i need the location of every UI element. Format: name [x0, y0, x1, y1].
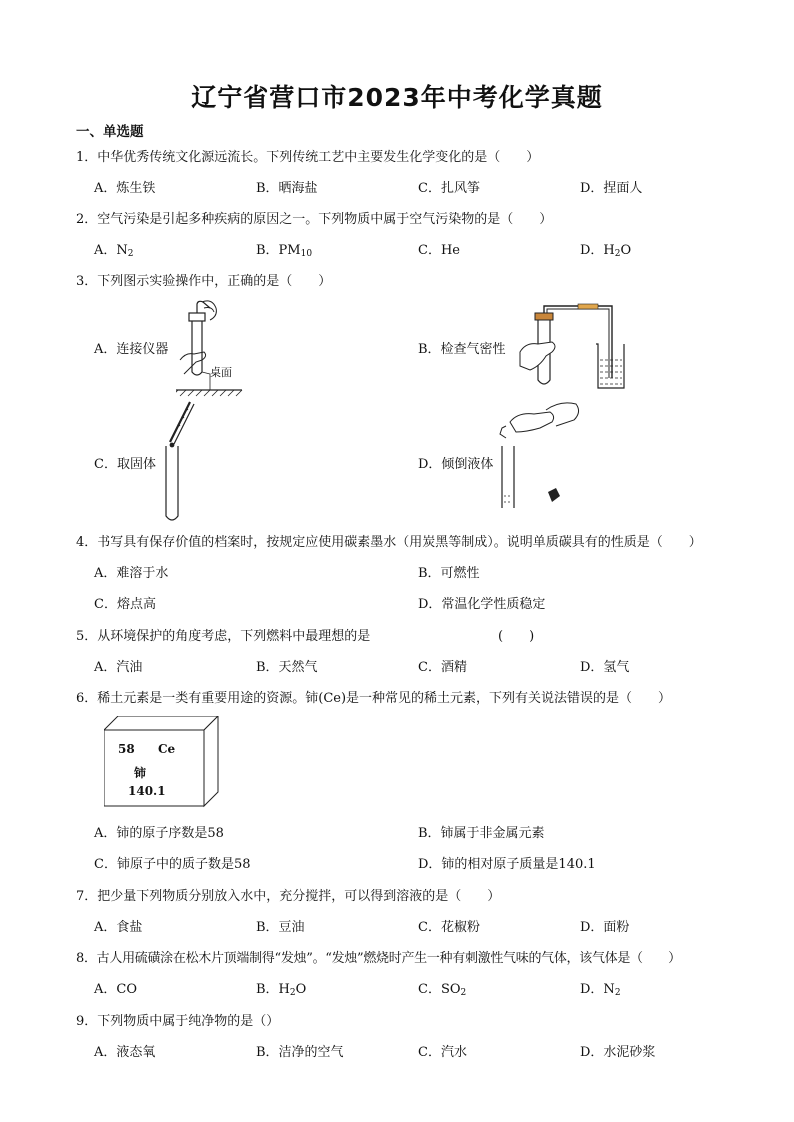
- q4-option-a: A．难溶于水: [94, 566, 169, 581]
- q9-option-d: D．水泥砂浆: [580, 1045, 656, 1060]
- q2-option-d: D．$H_2O$: [580, 243, 632, 259]
- figure-take-solid: [160, 400, 200, 524]
- question-2-stem: 2．空气污染是引起多种疾病的原因之一。下列物质中属于空气污染物的是（ ）: [76, 212, 553, 227]
- q8-option-c: C．$SO_2$: [418, 982, 467, 998]
- q8-option-b: B．$H_2O$: [256, 982, 307, 998]
- q8-option-a: A．CO: [94, 982, 137, 997]
- q6-option-c: C．铈原子中的质子数是58: [94, 857, 251, 872]
- q7-option-b: B．豆油: [256, 920, 305, 935]
- figure-air-tightness: [516, 300, 626, 392]
- page-title: 辽宁省营口市2023年中考化学真题: [191, 83, 603, 112]
- element-symbol: Ce: [158, 742, 176, 756]
- q5-option-c: C．酒精: [418, 660, 467, 675]
- q1-option-b: B．晒海盐: [256, 181, 318, 196]
- q9-option-b: B．洁净的空气: [256, 1045, 344, 1060]
- q5-answer-paren: ( ): [498, 629, 535, 644]
- question-1-stem: 1．中华优秀传统文化源远流长。下列传统工艺中主要发生化学变化的是（ ）: [76, 150, 540, 165]
- q1-option-c: C．扎风筝: [418, 181, 480, 196]
- q8-option-d: D．$N_2$: [580, 982, 621, 998]
- question-7-stem: 7．把少量下列物质分别放入水中，充分搅拌，可以得到溶液的是（ ）: [76, 889, 501, 904]
- q4-option-d: D．常温化学性质稳定: [418, 597, 546, 612]
- q6-option-d: D．铈的相对原子质量是140.1: [418, 857, 596, 872]
- question-6-stem: 6．稀土元素是一类有重要用途的资源。铈(Ce)是一种常见的稀土元素，下列有关说法错误的是（ ）: [76, 691, 672, 706]
- q9-option-c: C．汽水: [418, 1045, 467, 1060]
- q9-option-a: A．液态氧: [94, 1045, 156, 1060]
- q2-option-b: B．$PM_{10}$: [256, 243, 313, 259]
- figure-connect-apparatus: [176, 298, 256, 404]
- q5-option-d: D．氢气: [580, 660, 630, 675]
- q7-option-a: A．食盐: [94, 920, 143, 935]
- q7-option-d: D．面粉: [580, 920, 630, 935]
- q3-option-c: C．取固体: [94, 457, 156, 472]
- figure-pour-liquid: [496, 398, 586, 508]
- q3-option-b: B．检查气密性: [418, 342, 506, 357]
- q1-option-a: A．炼生铁: [94, 181, 156, 196]
- q6-option-b: B．铈属于非金属元素: [418, 826, 545, 841]
- q2-option-a: A．$N_2$: [94, 243, 134, 259]
- element-mass: 140.1: [128, 784, 166, 798]
- q6-option-a: A．铈的原子序数是58: [94, 826, 224, 841]
- q5-option-a: A．汽油: [94, 660, 143, 675]
- element-number: 58: [118, 742, 135, 756]
- q3-option-a: A．连接仪器: [94, 342, 169, 357]
- q5-option-b: B．天然气: [256, 660, 318, 675]
- q4-option-b: B．可燃性: [418, 566, 480, 581]
- q4-option-c: C．熔点高: [94, 597, 156, 612]
- question-9-stem: 9．下列物质中属于纯净物的是（）: [76, 1014, 280, 1029]
- q1-option-d: D．捏面人: [580, 181, 643, 196]
- question-8-stem: 8．古人用硫磺涂在松木片顶端制得“发烛”。“发烛”燃烧时产生一种有刺激性气味的气体，该气体是（ ）: [76, 951, 681, 966]
- question-4-stem: 4．书写具有保存价值的档案时，按规定应使用碳素墨水（用炭黑等制成）。说明单质碳具有的性质是（ ）: [76, 535, 702, 550]
- section-heading: 一、单选题: [76, 124, 144, 140]
- element-name: 铈: [134, 766, 147, 780]
- q7-option-c: C．花椒粉: [418, 920, 480, 935]
- question-5-stem: 5．从环境保护的角度考虑，下列燃料中最理想的是: [76, 629, 371, 644]
- question-3-stem: 3．下列图示实验操作中，正确的是（ ）: [76, 274, 332, 289]
- q2-option-c: C．He: [418, 243, 460, 258]
- table-label: 桌面: [210, 366, 232, 379]
- element-card-cerium: [104, 716, 220, 808]
- q3-option-d: D．倾倒液体: [418, 457, 494, 472]
